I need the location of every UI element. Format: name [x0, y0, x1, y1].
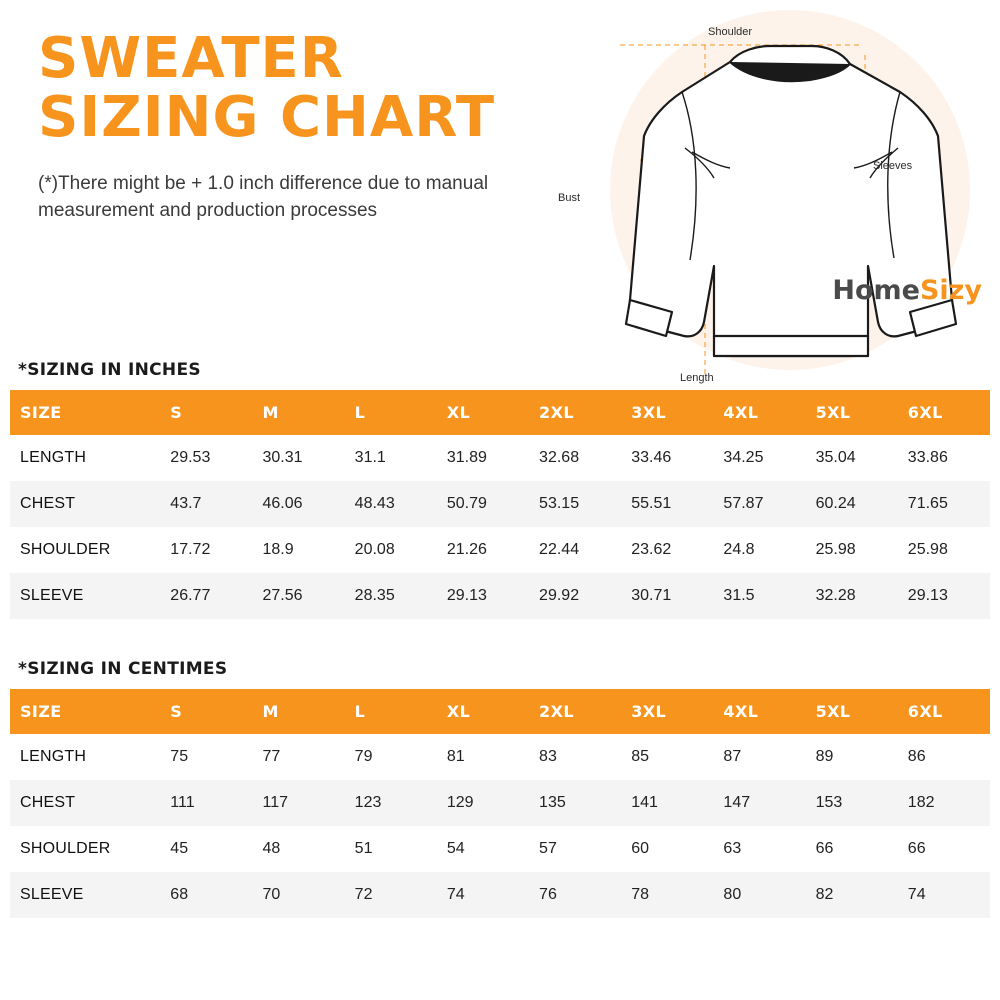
cell: 182: [907, 794, 935, 811]
cell: 48.43: [354, 495, 395, 512]
row-label: LENGTH: [20, 449, 87, 466]
cell: 80: [723, 886, 742, 903]
cell: 129: [446, 794, 474, 811]
diagram-label-shoulder: Shoulder: [708, 26, 753, 38]
sweater-illustration: [558, 0, 1000, 400]
cell: 24.8: [723, 541, 755, 558]
column-header-3xl: 3XL: [621, 390, 713, 435]
column-header-4xl: 4XL: [713, 689, 805, 734]
cell: 51: [354, 840, 373, 857]
cell: 76: [539, 886, 557, 903]
column-header-6xl: 6XL: [898, 390, 990, 435]
cell: 57: [539, 840, 557, 857]
section-title-inches: *SIZING IN INCHES: [18, 360, 201, 380]
cell: 60: [631, 840, 650, 857]
cell: 63: [723, 840, 742, 857]
cell: 32.28: [815, 587, 856, 604]
cell: 66: [815, 840, 834, 857]
column-header-6xl: 6XL: [898, 689, 990, 734]
row-label: SLEEVE: [20, 587, 84, 604]
section-centimetres: [0, 659, 1000, 918]
diagram-label-sleeves: Sleeves: [873, 160, 913, 172]
cell: 78: [631, 886, 650, 903]
cell: 22.44: [539, 541, 580, 558]
cell: 28.35: [354, 587, 395, 604]
cell: 30.71: [631, 587, 672, 604]
table-row: [10, 734, 990, 780]
cell: 34.25: [723, 449, 764, 466]
cell: 31.1: [354, 449, 386, 466]
page-title-line-2: SIZING CHART: [38, 84, 496, 150]
column-header-m: M: [252, 390, 344, 435]
sweater-drawing: [580, 0, 1000, 400]
cell: 21.26: [446, 541, 487, 558]
cell: 71.65: [907, 495, 948, 512]
cell: 74: [907, 886, 926, 903]
table-header-row: [10, 689, 990, 734]
cell: 31.5: [723, 587, 755, 604]
sizing-table-inches: [10, 390, 990, 619]
cell: 26.77: [170, 587, 211, 604]
cell: 17.72: [170, 541, 211, 558]
cell: 79: [354, 748, 373, 765]
section-spacer: [0, 619, 1000, 659]
cell: 123: [354, 794, 382, 811]
cell: 83: [539, 748, 557, 765]
cell: 29.53: [170, 449, 211, 466]
column-header-l: L: [345, 689, 437, 734]
cell: 82: [815, 886, 834, 903]
cell: 33.46: [631, 449, 672, 466]
column-header-m: M: [252, 689, 344, 734]
column-header-s: S: [160, 689, 252, 734]
cell: 66: [907, 840, 926, 857]
sizing-table-centimetres: [10, 689, 990, 918]
cell: 29.92: [539, 587, 580, 604]
column-header-l: L: [345, 390, 437, 435]
cell: 46.06: [262, 495, 303, 512]
cell: 48: [262, 840, 281, 857]
column-header-4xl: 4XL: [713, 390, 805, 435]
title-block: [38, 26, 598, 225]
column-header-s: S: [160, 390, 252, 435]
cell: 35.04: [815, 449, 856, 466]
table-row: [10, 872, 990, 918]
page-title-line-1: SWEATER: [38, 26, 344, 91]
cell: 18.9: [262, 541, 294, 558]
cell: 81: [446, 748, 465, 765]
column-header-xl: XL: [437, 689, 529, 734]
diagram-label-bust: Bust: [558, 192, 581, 204]
cell: 29.13: [446, 587, 487, 604]
cell: 117: [262, 794, 288, 811]
cell: 32.68: [539, 449, 580, 466]
cell: 55.51: [631, 495, 672, 512]
cell: 70: [262, 886, 281, 903]
brand-name-part1: Home: [832, 275, 920, 306]
cell: 23.62: [631, 541, 672, 558]
cell: 72: [354, 886, 373, 903]
cell: 87: [723, 748, 742, 765]
cell: 135: [539, 794, 566, 811]
column-header-2xl: 2XL: [529, 390, 621, 435]
table-row: [10, 435, 990, 481]
cell: 57.87: [723, 495, 764, 512]
cell: 43.7: [170, 495, 202, 512]
row-label: CHEST: [20, 794, 76, 811]
cell: 68: [170, 886, 189, 903]
cell: 54: [446, 840, 465, 857]
row-label: CHEST: [20, 495, 76, 512]
cell: 50.79: [446, 495, 487, 512]
cell: 74: [446, 886, 465, 903]
cell: 111: [170, 794, 195, 811]
table-row: [10, 527, 990, 573]
cell: 153: [815, 794, 843, 811]
cell: 89: [815, 748, 834, 765]
table-row: [10, 573, 990, 619]
brand-name-part2: Sizy: [919, 275, 982, 306]
brand-logo: [832, 275, 982, 306]
cell: 31.89: [446, 449, 487, 466]
cell: 75: [170, 748, 189, 765]
diagram-label-length: Length: [680, 372, 714, 384]
column-header-5xl: 5XL: [806, 689, 898, 734]
column-header-2xl: 2XL: [529, 689, 621, 734]
cell: 25.98: [907, 541, 948, 558]
cell: 25.98: [815, 541, 856, 558]
cell: 53.15: [539, 495, 580, 512]
cell: 45: [170, 840, 189, 857]
cell: 141: [631, 794, 658, 811]
table-row: [10, 481, 990, 527]
column-header-xl: XL: [437, 390, 529, 435]
cell: 29.13: [907, 587, 948, 604]
column-header-3xl: 3XL: [621, 689, 713, 734]
column-header-5xl: 5XL: [806, 390, 898, 435]
row-label: LENGTH: [20, 748, 87, 765]
cell: 33.86: [907, 449, 948, 466]
cell: 60.24: [815, 495, 856, 512]
section-title-centimetres: *SIZING IN CENTIMES: [18, 659, 228, 679]
column-header-size: SIZE: [10, 689, 160, 734]
row-label: SLEEVE: [20, 886, 84, 903]
cell: 77: [262, 748, 281, 765]
column-header-size: SIZE: [10, 390, 160, 435]
cell: 147: [723, 794, 751, 811]
table-row: [10, 780, 990, 826]
cell: 27.56: [262, 587, 303, 604]
table-row: [10, 826, 990, 872]
row-label: SHOULDER: [20, 840, 111, 857]
row-label: SHOULDER: [20, 541, 111, 558]
cell: 30.31: [262, 449, 303, 466]
cell: 86: [907, 748, 926, 765]
measurement-note: (*)There might be + 1.0 inch difference due to manual measurement and production processes: [38, 172, 489, 222]
cell: 85: [631, 748, 650, 765]
cell: 20.08: [354, 541, 395, 558]
